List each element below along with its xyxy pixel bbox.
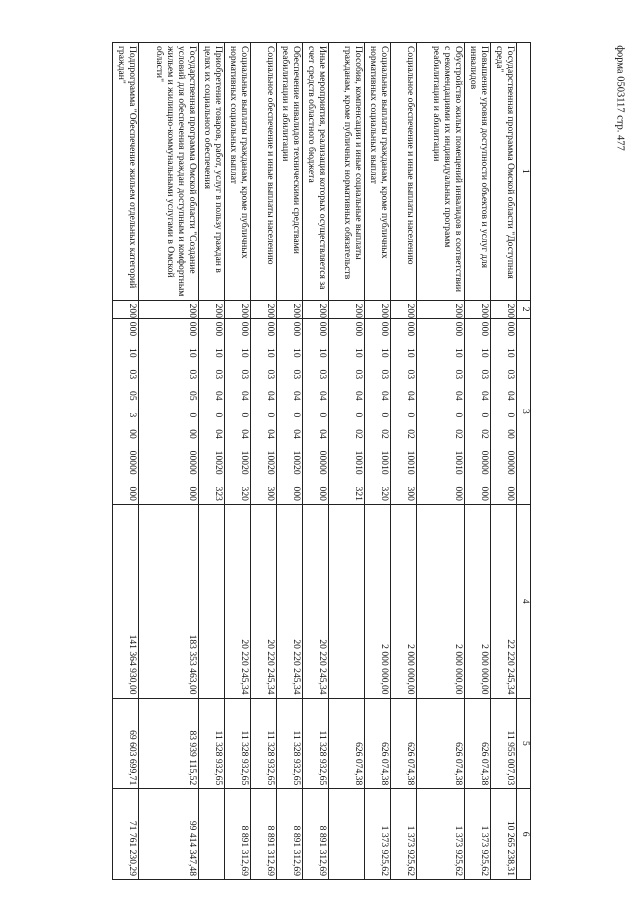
code-segment: 05 bbox=[127, 391, 138, 401]
row-remaining-amount: 8 891 312,69 bbox=[277, 789, 303, 880]
code-segment: 0 bbox=[317, 412, 328, 418]
row-name: Обустройство жилых помещений инвалидов в соответствии с рекомендациями их индивидуальных программ реабилитации и абилитации bbox=[417, 43, 465, 301]
row-budget-classification-code bbox=[491, 318, 517, 504]
code-segment: 04 bbox=[317, 391, 328, 401]
row-remaining-amount: 1 373 925,62 bbox=[365, 789, 391, 880]
code-segments bbox=[504, 322, 515, 501]
code-segment: 320 bbox=[379, 486, 390, 501]
row-executed-amount: 11 328 932,65 bbox=[251, 698, 277, 789]
code-segment: 10020 bbox=[213, 450, 224, 475]
code-segment: 0 bbox=[479, 412, 490, 418]
code-segment: 03 bbox=[239, 369, 250, 380]
page-header bbox=[608, 18, 632, 178]
row-name: Повышение уровня доступности объектов и услуг для инвалидов bbox=[465, 43, 491, 301]
code-segment: 04 bbox=[239, 391, 250, 401]
code-segment: 10 bbox=[479, 348, 490, 358]
row-line-code: 200 bbox=[199, 300, 225, 318]
code-segment: 00 bbox=[505, 429, 516, 439]
row-approved-amount: 2 000 000,00 bbox=[365, 505, 391, 699]
table-body bbox=[113, 43, 517, 880]
row-line-code: 200 bbox=[113, 300, 139, 318]
row-budget-classification-code bbox=[465, 318, 491, 504]
code-segment: 04 bbox=[213, 391, 224, 401]
code-segment: 02 bbox=[453, 429, 464, 439]
code-segments bbox=[238, 322, 249, 501]
row-budget-classification-code bbox=[329, 318, 365, 504]
code-segment: 03 bbox=[353, 369, 364, 380]
code-segment: 10020 bbox=[239, 450, 250, 475]
code-segment: 05 bbox=[187, 391, 198, 401]
code-segment: 00 bbox=[187, 429, 198, 439]
code-segment: 02 bbox=[405, 429, 416, 439]
code-segment: 000 bbox=[379, 321, 390, 337]
row-approved-amount bbox=[329, 505, 365, 699]
column-header-6: 6 bbox=[517, 789, 531, 880]
code-segment: 0 bbox=[291, 412, 302, 418]
row-remaining-amount: 8 891 312,69 bbox=[303, 789, 329, 880]
row-budget-classification-code bbox=[303, 318, 329, 504]
table-row bbox=[113, 43, 139, 880]
row-executed-amount: 626 074,38 bbox=[417, 698, 465, 789]
row-remaining-amount: 8 891 312,69 bbox=[225, 789, 251, 880]
column-header-5: 5 bbox=[517, 698, 531, 789]
code-segment: 300 bbox=[265, 486, 276, 501]
table-row bbox=[277, 43, 303, 880]
row-budget-classification-code bbox=[365, 318, 391, 504]
row-remaining-amount: 71 761 230,29 bbox=[113, 789, 139, 880]
code-segment: 000 bbox=[505, 321, 516, 337]
column-header-2: 2 bbox=[517, 300, 531, 318]
code-segment: 10 bbox=[453, 348, 464, 358]
table-row bbox=[417, 43, 465, 880]
row-executed-amount: 69 603 699,71 bbox=[113, 698, 139, 789]
code-segment: 0 bbox=[239, 412, 250, 418]
row-line-code: 200 bbox=[139, 300, 199, 318]
code-segment: 04 bbox=[291, 429, 302, 439]
code-segment: 04 bbox=[479, 391, 490, 401]
code-segment: 00000 bbox=[187, 450, 198, 475]
code-segment: 00000 bbox=[505, 450, 516, 475]
header-row bbox=[517, 43, 531, 880]
code-segment: 10020 bbox=[265, 450, 276, 475]
code-segment: 10010 bbox=[379, 450, 390, 475]
code-segments bbox=[352, 322, 363, 501]
table-row bbox=[465, 43, 491, 880]
code-segment: 10 bbox=[187, 348, 198, 358]
code-segment: 000 bbox=[453, 486, 464, 501]
code-segment: 000 bbox=[187, 321, 198, 337]
row-approved-amount: 20 220 245,34 bbox=[225, 505, 251, 699]
row-executed-amount: 11 328 932,65 bbox=[199, 698, 225, 789]
row-line-code: 200 bbox=[391, 300, 417, 318]
code-segment: 02 bbox=[479, 429, 490, 439]
row-approved-amount: 20 220 245,34 bbox=[303, 505, 329, 699]
code-segments bbox=[452, 322, 463, 501]
table-row bbox=[391, 43, 417, 880]
code-segment: 10 bbox=[379, 348, 390, 358]
code-segment: 03 bbox=[505, 369, 516, 380]
row-approved-amount: 22 220 245,34 bbox=[491, 505, 517, 699]
code-segment: 000 bbox=[291, 486, 302, 501]
code-segment: 03 bbox=[379, 369, 390, 380]
code-segment: 10 bbox=[213, 348, 224, 358]
code-segment: 000 bbox=[127, 321, 138, 337]
code-segment: 04 bbox=[505, 391, 516, 401]
row-name: Государственная программа Омской области "Создание условий для обеспечения граждан доступным и комфортным жильем и жилищно-коммунальными услугами в Омской области" bbox=[139, 43, 199, 301]
row-approved-amount bbox=[199, 505, 225, 699]
code-segment: 10 bbox=[353, 348, 364, 358]
code-segment: 323 bbox=[213, 486, 224, 501]
code-segments bbox=[478, 322, 489, 501]
row-line-code: 200 bbox=[329, 300, 365, 318]
code-segment: 04 bbox=[291, 391, 302, 401]
row-line-code: 200 bbox=[417, 300, 465, 318]
row-approved-amount: 141 364 930,00 bbox=[113, 505, 139, 699]
code-segments bbox=[186, 322, 197, 501]
code-segment: 02 bbox=[379, 429, 390, 439]
row-remaining-amount: 1 373 925,62 bbox=[417, 789, 465, 880]
code-segment: 10 bbox=[239, 348, 250, 358]
row-approved-amount: 2 000 000,00 bbox=[391, 505, 417, 699]
row-budget-classification-code bbox=[391, 318, 417, 504]
code-segment: 10010 bbox=[405, 450, 416, 475]
table-row bbox=[225, 43, 251, 880]
code-segments bbox=[404, 322, 415, 501]
code-segment: 10 bbox=[317, 348, 328, 358]
row-name: Социальные выплаты гражданам, кроме публичных нормативных социальных выплат bbox=[365, 43, 391, 301]
code-segment: 10020 bbox=[291, 450, 302, 475]
code-segment: 000 bbox=[453, 321, 464, 337]
row-line-code: 200 bbox=[365, 300, 391, 318]
code-segment: 000 bbox=[505, 486, 516, 501]
row-executed-amount: 83 939 115,52 bbox=[139, 698, 199, 789]
code-segment: 000 bbox=[291, 321, 302, 337]
budget-table bbox=[112, 42, 531, 880]
code-segment: 10 bbox=[405, 348, 416, 358]
row-remaining-amount: 10 265 238,31 bbox=[491, 789, 517, 880]
code-segments bbox=[290, 322, 301, 501]
code-segment: 000 bbox=[405, 321, 416, 337]
code-segment: 10 bbox=[127, 348, 138, 358]
code-segment: 000 bbox=[353, 321, 364, 337]
row-name: Иные мероприятия, реализация которых осуществляется за счет средств областного бюджета bbox=[303, 43, 329, 301]
code-segment: 0 bbox=[187, 412, 198, 418]
row-name: Социальное обеспечение и иные выплаты населению bbox=[391, 43, 417, 301]
code-segment: 000 bbox=[265, 321, 276, 337]
code-segment: 02 bbox=[353, 429, 364, 439]
code-segment: 0 bbox=[265, 412, 276, 418]
row-name: Подпрограмма "Обеспечение жильем отдельных категорий граждан" bbox=[113, 43, 139, 301]
code-segment: 04 bbox=[453, 391, 464, 401]
code-segment: 10 bbox=[291, 348, 302, 358]
table-row bbox=[329, 43, 365, 880]
code-segment: 03 bbox=[317, 369, 328, 380]
row-name: Социальные выплаты гражданам, кроме публичных нормативных социальных выплат bbox=[225, 43, 251, 301]
code-segment: 000 bbox=[479, 321, 490, 337]
row-line-code: 200 bbox=[303, 300, 329, 318]
code-segment: 3 bbox=[127, 412, 138, 418]
row-executed-amount: 626 074,38 bbox=[329, 698, 365, 789]
row-name: Государственная программа Омской области "Доступная среда" bbox=[491, 43, 517, 301]
code-segment: 000 bbox=[187, 486, 198, 501]
column-header-1: 1 bbox=[517, 43, 531, 301]
rotated-table-area bbox=[76, 42, 531, 880]
row-remaining-amount: 1 373 925,62 bbox=[391, 789, 417, 880]
code-segment: 0 bbox=[405, 412, 416, 418]
code-segments bbox=[126, 322, 137, 501]
code-segment: 000 bbox=[239, 321, 250, 337]
code-segment: 04 bbox=[317, 429, 328, 439]
code-segments bbox=[316, 322, 327, 501]
code-segment: 000 bbox=[127, 486, 138, 501]
code-segment: 0 bbox=[213, 412, 224, 418]
code-segment: 000 bbox=[213, 321, 224, 337]
row-executed-amount: 626 074,38 bbox=[365, 698, 391, 789]
row-line-code: 200 bbox=[491, 300, 517, 318]
code-segment: 0 bbox=[379, 412, 390, 418]
row-budget-classification-code bbox=[251, 318, 277, 504]
table-row bbox=[199, 43, 225, 880]
row-remaining-amount: 99 414 347,48 bbox=[139, 789, 199, 880]
code-segment: 300 bbox=[405, 486, 416, 501]
row-line-code: 200 bbox=[465, 300, 491, 318]
row-line-code: 200 bbox=[277, 300, 303, 318]
row-name: Обеспечение инвалидов техническими средствами реабилитации и абилитации bbox=[277, 43, 303, 301]
row-executed-amount: 11 955 007,03 bbox=[491, 698, 517, 789]
row-executed-amount: 11 328 932,65 bbox=[225, 698, 251, 789]
code-segment: 04 bbox=[213, 429, 224, 439]
table-row bbox=[139, 43, 199, 880]
row-budget-classification-code bbox=[417, 318, 465, 504]
code-segment: 000 bbox=[479, 486, 490, 501]
column-header-3: 3 bbox=[517, 318, 531, 504]
code-segment: 00 bbox=[127, 429, 138, 439]
code-segments bbox=[264, 322, 275, 501]
table-row bbox=[251, 43, 277, 880]
form-reference: форма 0503117 стр. 477 bbox=[614, 45, 626, 151]
row-budget-classification-code bbox=[139, 318, 199, 504]
code-segments bbox=[378, 322, 389, 501]
code-segment: 04 bbox=[239, 429, 250, 439]
row-approved-amount: 2 000 000,00 bbox=[465, 505, 491, 699]
code-segment: 320 bbox=[239, 486, 250, 501]
code-segment: 321 bbox=[353, 486, 364, 501]
row-remaining-amount bbox=[199, 789, 225, 880]
code-segment: 0 bbox=[505, 412, 516, 418]
row-executed-amount: 11 328 932,65 bbox=[303, 698, 329, 789]
code-segment: 0 bbox=[353, 412, 364, 418]
row-name: Социальное обеспечение и иные выплаты населению bbox=[251, 43, 277, 301]
code-segment: 04 bbox=[353, 391, 364, 401]
code-segments bbox=[212, 322, 223, 501]
code-segment: 03 bbox=[453, 369, 464, 380]
code-segment: 03 bbox=[265, 369, 276, 380]
row-budget-classification-code bbox=[225, 318, 251, 504]
rotated-page-content bbox=[76, 42, 531, 880]
code-segment: 00000 bbox=[479, 450, 490, 475]
row-budget-classification-code bbox=[113, 318, 139, 504]
code-segment: 04 bbox=[265, 429, 276, 439]
code-segment: 04 bbox=[265, 391, 276, 401]
code-segment: 10 bbox=[505, 348, 516, 358]
code-segment: 03 bbox=[187, 369, 198, 380]
code-segment: 0 bbox=[453, 412, 464, 418]
row-executed-amount: 626 074,38 bbox=[465, 698, 491, 789]
row-budget-classification-code bbox=[277, 318, 303, 504]
column-header-4: 4 bbox=[517, 505, 531, 699]
code-segment: 10 bbox=[265, 348, 276, 358]
row-remaining-amount bbox=[329, 789, 365, 880]
code-segment: 10010 bbox=[453, 450, 464, 475]
row-executed-amount: 626 074,38 bbox=[391, 698, 417, 789]
row-remaining-amount: 8 891 312,69 bbox=[251, 789, 277, 880]
code-segment: 03 bbox=[213, 369, 224, 380]
table-row bbox=[365, 43, 391, 880]
row-name: Приобретение товаров, работ, услуг в пользу граждан в целях их социального обеспечения bbox=[199, 43, 225, 301]
row-approved-amount: 20 220 245,34 bbox=[251, 505, 277, 699]
row-approved-amount: 20 220 245,34 bbox=[277, 505, 303, 699]
code-segment: 00000 bbox=[127, 450, 138, 475]
row-approved-amount: 183 353 463,00 bbox=[139, 505, 199, 699]
row-line-code: 200 bbox=[251, 300, 277, 318]
code-segment: 04 bbox=[379, 391, 390, 401]
table-row bbox=[303, 43, 329, 880]
row-remaining-amount: 1 373 925,62 bbox=[465, 789, 491, 880]
row-name: Пособия, компенсации и иные социальные выплаты гражданам, кроме публичных нормативных обязательств bbox=[329, 43, 365, 301]
code-segment: 03 bbox=[291, 369, 302, 380]
table-row bbox=[491, 43, 517, 880]
code-segment: 03 bbox=[405, 369, 416, 380]
code-segment: 10010 bbox=[353, 450, 364, 475]
row-line-code: 200 bbox=[225, 300, 251, 318]
row-budget-classification-code bbox=[199, 318, 225, 504]
code-segment: 000 bbox=[317, 321, 328, 337]
row-executed-amount: 11 328 932,65 bbox=[277, 698, 303, 789]
code-segment: 000 bbox=[317, 486, 328, 501]
code-segment: 03 bbox=[479, 369, 490, 380]
row-approved-amount: 2 000 000,00 bbox=[417, 505, 465, 699]
code-segment: 04 bbox=[405, 391, 416, 401]
code-segment: 00000 bbox=[317, 450, 328, 475]
code-segment: 03 bbox=[127, 369, 138, 380]
